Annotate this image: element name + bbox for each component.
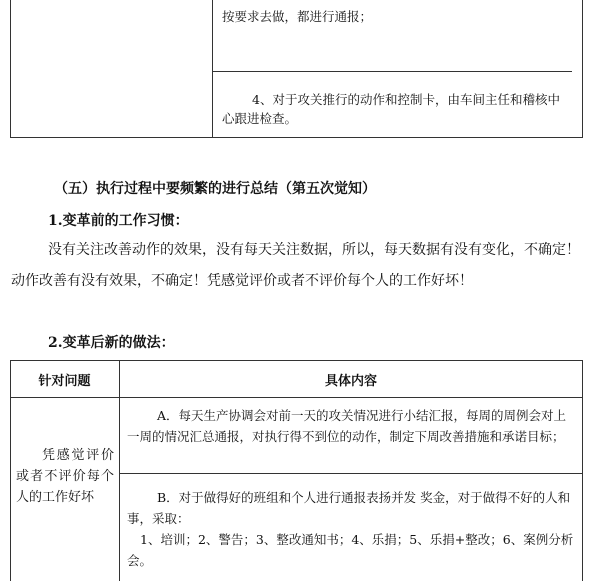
table-cell-content-b-list: 1、培训；2、警告；3、整改通知书；4、乐捐；5、乐捐+整改；6、案例分析会。 [127, 532, 574, 568]
table-divider [119, 473, 583, 474]
table-cell-content-b: B．对于做得好的班组和个人进行通报表扬并发 奖金，对于做得不好的人和事，采取： [127, 490, 571, 526]
table-cell-issue: 凭感觉评价或者不评价每个人的工作好坏 [16, 448, 114, 505]
table-divider [212, 0, 213, 137]
table-header-content: 具体内容 [324, 374, 377, 389]
table-divider [119, 360, 120, 581]
table-divider [10, 397, 583, 398]
table-cell: 按要求去做，都进行通报； [222, 9, 373, 24]
table-header-issue: 针对问题 [38, 374, 91, 389]
section-title: （五）执行过程中要频繁的进行总结（第五次觉知） [54, 181, 376, 197]
paragraph-before: 没有关注改善动作的效果，没有每天关注数据，所以，每天数据有没有变化，不确定！动作改善有没有效果，不确定！凭感觉评价或者不评价每个人的工作好坏！ [11, 242, 580, 289]
table-cell-content-a: A．每天生产协调会对前一天的攻关情况进行小结汇报，每周的周例会对上一周的情况汇总通报，对执行得不到位的动作，制定下周改善措施和承诺目标； [127, 408, 567, 444]
subheading-after: 2.变革后新的做法： [48, 335, 175, 351]
subheading-before: 1.变革前的工作习惯： [48, 213, 189, 229]
table-cell: 4、对于攻关推行的动作和控制卡，由车间主任和稽核中心跟进检查。 [222, 92, 560, 126]
table-divider [212, 71, 572, 72]
